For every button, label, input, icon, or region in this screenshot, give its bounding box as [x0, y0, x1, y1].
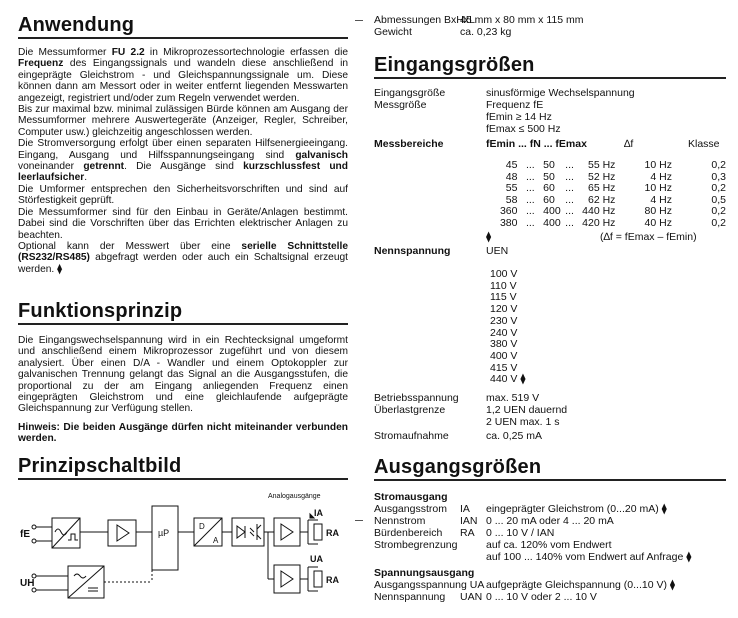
- anwendung-paragraph-1: Die Messumformer FU 2.2 in Mikroprozessortechnologie erfassen die Frequenz des Eingangssignals und wandeln diese anschließend in eingeprägte Gleichstrom - und Gleichspannungssignale um. Diese können dann am Messort oder in weiter entfernt liegenden Messwarten angezeigt, registriert und/oder zum Regeln verwendet werden.: [18, 47, 348, 104]
- microprocessor-block: [152, 506, 178, 570]
- row-diamond-formula: ⧫ (∆f = fEmax – fEmin): [486, 231, 697, 243]
- row-messgroesse: Messgröße Frequenz fE: [374, 99, 544, 111]
- messbereich-df: 10 Hz: [644, 182, 672, 194]
- anwendung-paragraph-4: Die Umformer entsprechen den Sicherheitsvorschriften und sind auf Störfestigkeit geprüft.: [18, 183, 348, 207]
- messbereich-min: 45: [505, 159, 518, 171]
- ra2-label: RA: [326, 575, 339, 585]
- row-nennstrom: Nennstrom IAN 0 ... 20 mA oder 4 ... 20 mA: [374, 515, 614, 527]
- messbereich-df: 10 Hz: [644, 159, 672, 171]
- stromausgang-heading: Stromausgang: [374, 491, 448, 503]
- row-ausgangsstrom: Ausgangsstrom IA eingeprägter Gleichstrom (0...20 mA) ⧫: [374, 503, 667, 515]
- analog-outputs-label: Analogausgänge: [268, 493, 321, 500]
- messbereich-df: 4 Hz: [650, 170, 672, 183]
- anwendung-paragraph-5: Die Messumformer sind für den Einbau in Geräte/Anlagen bestimmt. Dabei sind die Vorschriften über das Errichten elektrischer Anlagen zu beachten.: [18, 206, 348, 241]
- range-separator: ...: [525, 159, 535, 171]
- anwendung-paragraph-3: Die Stromversorgung erfolgt über einen separaten Hilfsenergieeingang. Eingang, Ausgang und Hilfsspannungseingang sind galvanisch voneinander getrennt. Die Ausgänge sind kurzschlussfest und leerlaufsicher.: [18, 138, 348, 184]
- up-label: µP: [158, 528, 170, 538]
- load-resistor-2: [314, 571, 322, 587]
- eingang-heading: Eingangsgrößen: [374, 54, 726, 79]
- current-output-stage: [274, 518, 300, 546]
- range-separator: ...: [565, 170, 574, 183]
- messbereich-n: 60: [543, 193, 555, 206]
- prinzip-heading: Prinzipschaltbild: [18, 455, 348, 480]
- row-nennspannung: Nennspannung UEN: [374, 245, 509, 257]
- uh-label: UH: [20, 578, 35, 589]
- da-a-label: A: [213, 536, 219, 545]
- anwendung-heading: Anwendung: [18, 14, 348, 39]
- messbereich-n: 50: [543, 170, 555, 183]
- row-buerdenbereich: Bürdenbereich RA 0 ... 10 V / IAN: [374, 527, 555, 539]
- messbereich-kl: 0,2: [711, 182, 726, 194]
- ua-label: UA: [310, 554, 323, 564]
- ra-label: RA: [326, 528, 339, 538]
- load-resistor-1: [314, 524, 322, 540]
- messbereich-max: 420 Hz: [582, 216, 616, 229]
- anwendung-paragraph-2: Bis zur maximal bzw. minimal zulässigen Bürde können am Ausgang der Messumformer mehrere Auswertegeräte (Anzeiger, Regler, Schreiber, Computer usw.) gleichzeitig angeschlossen werden.: [18, 104, 348, 138]
- row-stromaufnahme: Stromaufnahme ca. 0,25 mA: [374, 430, 543, 442]
- messbereich-min: 380: [499, 216, 518, 229]
- range-separator: ...: [525, 216, 535, 229]
- input-terminal-top: [32, 525, 36, 529]
- anwendung-text: [18, 47, 348, 275]
- range-separator: ...: [525, 170, 535, 183]
- messbereich-row: [498, 183, 726, 195]
- funktion-hint: Hinweis: Die beiden Ausgänge dürfen nicht miteinander verbunden werden.: [18, 421, 348, 445]
- range-separator: ...: [565, 193, 574, 206]
- messbereich-min: 55: [505, 182, 518, 194]
- funktion-paragraph: Die Eingangswechselspannung wird in ein Rechtecksignal umgeformt und anschließend einem Mikroprozessor zugeführt und von diesem analysiert. Über einen D/A - Wandler und einem Optokoppler zur galvanischen Trennung gelangt das Signal an die Ausgangsstufen, die proportional zu der am Eingang anliegenden Frequenz einen eingeprägten Gleichstrom und eine gleichlaufende aufgeprägte Gleichspannung zur Verfügung stellen.: [18, 335, 348, 415]
- ausgang-heading: Ausgangsgrößen: [374, 456, 726, 481]
- ia-label: IA: [314, 508, 323, 518]
- nennspannung-value: 415 V: [490, 361, 518, 374]
- row-femin: fEmin ≥ 14 Hz: [486, 111, 552, 123]
- nennspannung-value: 440 V ⧫: [490, 373, 526, 386]
- amplifier-block-1: [108, 520, 136, 546]
- messbereich-kl: 0,2: [711, 216, 726, 229]
- nennspannung-value: 400 V: [490, 349, 518, 362]
- messbereich-n: 400: [543, 216, 561, 229]
- spannungsausgang-heading: Spannungsausgang: [374, 567, 475, 579]
- row-abmessungen: Abmessungen BxHxL 45 mm x 80 mm x 115 mm: [374, 14, 584, 26]
- range-separator: ...: [525, 193, 535, 206]
- messbereich-kl: 0,2: [711, 205, 726, 217]
- row-nennspannung-ausgang: Nennspannung UAN 0 ... 10 V oder 2 ... 10 V: [374, 591, 597, 603]
- range-separator: ...: [565, 216, 574, 229]
- nennspannung-list: [490, 269, 526, 386]
- row-ueberlast: Überlastgrenze 1,2 UEN dauernd: [374, 404, 568, 416]
- messbereich-n: 400: [543, 205, 561, 217]
- messbereich-df: 4 Hz: [650, 193, 672, 206]
- messbereich-max: 62 Hz: [587, 193, 616, 206]
- nennspannung-value: 100 V: [490, 268, 518, 280]
- messbereich-row: [498, 160, 726, 172]
- messbereich-min: 360: [499, 205, 518, 217]
- messbereich-max: 65 Hz: [587, 182, 616, 194]
- nennspannung-value: 240 V: [490, 326, 518, 339]
- range-separator: ...: [565, 182, 574, 194]
- column-mark-top: [355, 20, 363, 21]
- messbereich-kl: 0,5: [711, 193, 726, 206]
- messbereich-row: [498, 206, 726, 218]
- nennspannung-value: 230 V: [490, 314, 518, 327]
- messbereiche-table: [498, 160, 726, 229]
- messbereich-max: 440 Hz: [582, 205, 616, 217]
- range-separator: ...: [525, 205, 535, 217]
- messbereich-df: 80 Hz: [644, 205, 672, 217]
- row-ueberlast-2: 2 UEN max. 1 s: [486, 416, 560, 428]
- messbereich-kl: 0,2: [711, 159, 726, 171]
- row-femax: fEmax ≤ 500 Hz: [486, 123, 561, 135]
- messbereich-min: 48: [505, 170, 518, 183]
- messbereich-max: 52 Hz: [587, 170, 616, 183]
- row-betriebsspannung: Betriebsspannung max. 519 V: [374, 392, 540, 404]
- nennspannung-value: 380 V: [490, 338, 518, 351]
- messbereich-df: 40 Hz: [644, 216, 672, 229]
- row-ausgangsspannung: Ausgangsspannung UA aufgeprägte Gleichspannung (0...10 V) ⧫: [374, 579, 676, 591]
- messbereich-row: [498, 218, 726, 230]
- range-separator: ...: [565, 205, 574, 217]
- nennspannung-value: 115 V: [490, 291, 517, 304]
- range-separator: ...: [565, 159, 574, 171]
- messbereich-n: 60: [543, 182, 555, 194]
- row-strombegrenzung: Strombegrenzung auf ca. 120% vom Endwert: [374, 539, 612, 551]
- nennspannung-value: 120 V: [490, 303, 518, 316]
- funktion-text: [18, 335, 348, 445]
- nennspannung-value: 110 V: [490, 279, 517, 292]
- messbereich-kl: 0,3: [711, 170, 726, 183]
- column-mark-bottom: [355, 520, 363, 521]
- voltage-output-stage: [274, 565, 300, 593]
- range-separator: ...: [525, 182, 535, 194]
- schematic-diagram: [18, 484, 354, 614]
- messbereich-max: 55 Hz: [587, 159, 616, 171]
- row-messbereiche-header: Messbereiche fEmin ... fN ... fEmax ∆f Klasse: [374, 138, 720, 150]
- row-gewicht: Gewicht ca. 0,23 kg: [374, 26, 512, 38]
- row-strombegrenzung-2: auf 100 ... 140% vom Endwert auf Anfrage ⧫: [486, 551, 692, 563]
- anwendung-paragraph-6: Optional kann der Messwert über eine serielle Schnittstelle (RS232/RS485) abgefragt werden oder auch ein Schaltsignal erzeugt werden. ⧫: [18, 240, 348, 275]
- funktion-heading: Funktionsprinzip: [18, 300, 348, 325]
- messbereich-n: 50: [543, 159, 555, 171]
- row-eingangsgroesse: Eingangsgröße sinusförmige Wechselspannung: [374, 87, 635, 99]
- input-terminal-bottom: [32, 539, 36, 543]
- da-d-label: D: [199, 522, 205, 531]
- fe-label: fE: [20, 529, 30, 540]
- messbereich-min: 58: [505, 193, 518, 206]
